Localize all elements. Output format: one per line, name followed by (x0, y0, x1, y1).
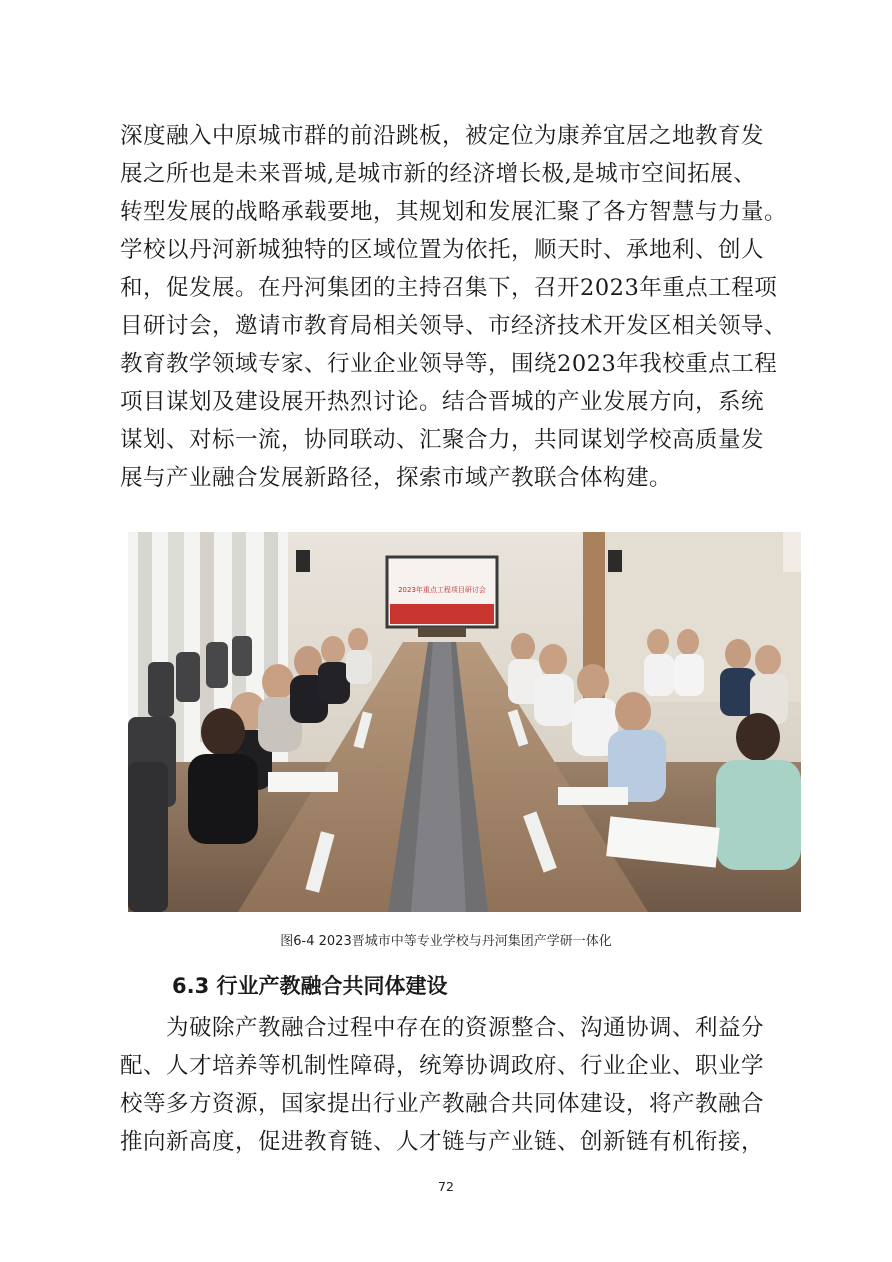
paragraph-line: 转型发展的战略承载要地，其规划和发展汇聚了各方智慧与力量。 (120, 199, 788, 225)
screen-title-text: 2023年重点工程项目研讨会 (398, 586, 486, 594)
paragraph-line: 目研讨会，邀请市教育局相关领导、市经济技术开发区相关领导、 (120, 313, 788, 339)
paragraph-line: 教育教学领域专家、行业企业领导等，围绕2023年我校重点工程 (120, 351, 778, 377)
paragraph-line: 推向新高度，促进教育链、人才链与产业链、创新链有机衔接， (120, 1129, 765, 1155)
body-paragraph-2 (120, 1009, 810, 1161)
meeting-photo (128, 532, 801, 912)
paragraph-line: 校等多方资源，国家提出行业产教融合共同体建设，将产教融合 (120, 1091, 765, 1117)
paragraph-line: 深度融入中原城市群的前沿跳板，被定位为康养宜居之地教育发 (120, 123, 765, 149)
paragraph-line: 配、人才培养等机制性障碍，统筹协调政府、行业企业、职业学 (120, 1053, 765, 1079)
body-paragraph-1 (120, 117, 810, 497)
section-heading: 6.3 行业产教融合共同体建设 (172, 974, 448, 998)
paragraph-line: 展之所也是未来晋城,是城市新的经济增长极,是城市空间拓展、 (120, 161, 757, 187)
paragraph-line: 和，促发展。在丹河集团的主持召集下，召开2023年重点工程项 (120, 275, 778, 301)
paragraph-line: 为破除产教融合过程中存在的资源整合、沟通协调、利益分 (166, 1015, 765, 1041)
figure-caption: 图6-4 2023晋城市中等专业学校与丹河集团产学研一体化 (280, 934, 612, 949)
paragraph-line: 展与产业融合发展新路径，探索市域产教联合体构建。 (120, 465, 673, 491)
paragraph-line: 项目谋划及建设展开热烈讨论。结合晋城的产业发展方向，系统 (120, 389, 765, 415)
paragraph-line: 谋划、对标一流，协同联动、汇聚合力，共同谋划学校高质量发 (120, 427, 765, 453)
paragraph-line: 学校以丹河新城独特的区域位置为依托，顺天时、承地利、创人 (120, 237, 765, 263)
page-number: 72 (438, 1179, 454, 1194)
